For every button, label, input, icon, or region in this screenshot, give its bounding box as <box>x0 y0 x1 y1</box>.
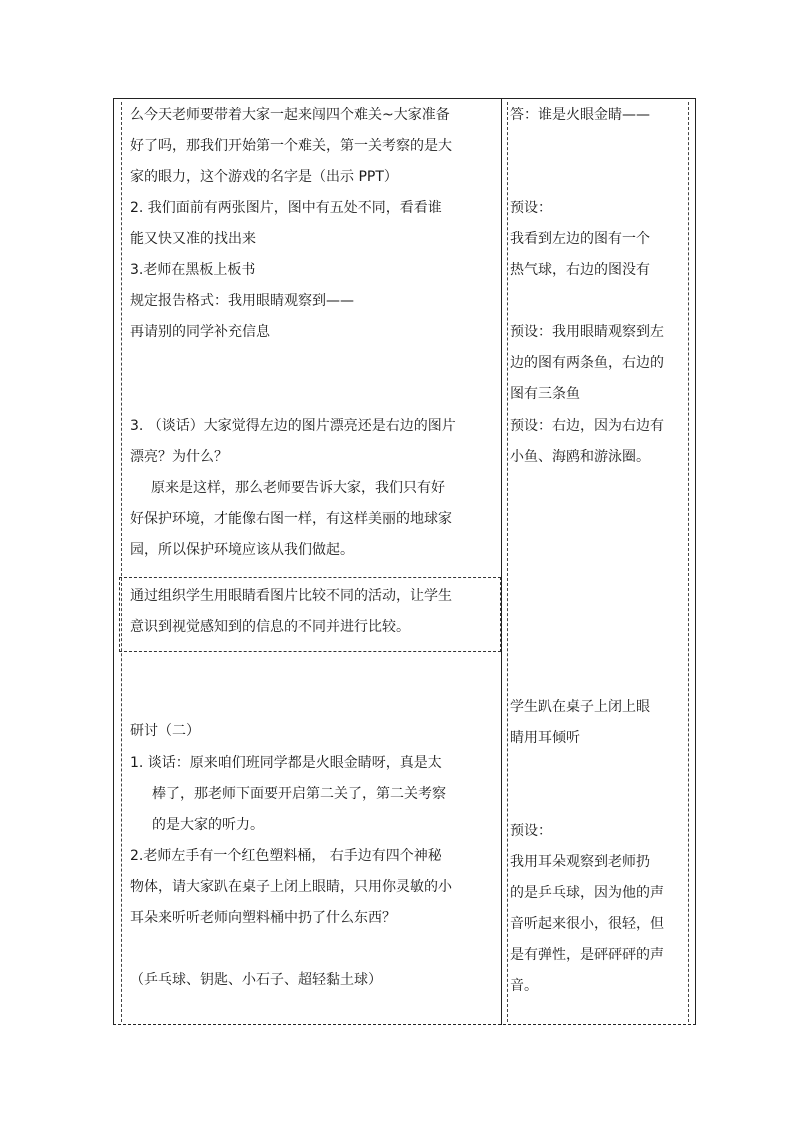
step3b-line-1: 3. （谈话）大家觉得左边的图片漂亮还是右边的图片 <box>130 418 456 434</box>
talk-line-1: 1. 谈话：原来咱们班同学都是火眼金睛呀，真是太 <box>130 755 442 771</box>
column-divider <box>501 98 502 1025</box>
answer-line: 答：谁是火眼金睛—— <box>510 107 650 123</box>
section-title: 研讨（二） <box>130 723 200 739</box>
preset4-line-1: 我用耳朵观察到老师扔 <box>510 854 650 870</box>
preset4-title: 预设： <box>510 823 552 839</box>
table-right-border <box>695 98 696 1025</box>
preset1-line-1: 我看到左边的图有一个 <box>510 231 650 247</box>
preset4-line-5: 音。 <box>510 978 538 994</box>
supplement-line: 再请别的同学补充信息 <box>130 324 270 340</box>
step3-line: 3.老师在黑板上板书 <box>130 262 256 278</box>
step2-line-2: 能又快又准的找出来 <box>130 231 256 247</box>
step2b-line-2: 物体，请大家趴在桌子上闭上眼睛，只用你灵敏的小 <box>130 879 452 895</box>
preset2-line-3: 图有三条鱼 <box>510 386 580 402</box>
table-top-border <box>113 98 696 99</box>
preset3-line-1: 预设：右边，因为右边有 <box>510 418 664 434</box>
preset2-line-2: 边的图有两条鱼，右边的 <box>510 355 664 371</box>
conclusion-line-3: 园，所以保护环境应该从我们做起。 <box>130 542 354 558</box>
preset3-line-2: 小鱼、海鸥和游泳圈。 <box>510 449 650 465</box>
inner-dash-left <box>121 102 122 1022</box>
inner-dash-right <box>688 102 689 1022</box>
inner-dash-mid <box>507 102 508 1022</box>
note-line-2: 意识到视觉感知到的信息的不同并进行比较。 <box>130 619 410 635</box>
items-line: （乒乓球、钥匙、小石子、超轻黏土球） <box>130 972 382 988</box>
talk-line-2: 棒了，那老师下面要开启第二关了，第二关考察 <box>152 786 446 802</box>
intro-line-1: 么今天老师要带着大家一起来闯四个难关~大家准备 <box>130 107 450 123</box>
talk-line-3: 的是大家的听力。 <box>152 817 264 833</box>
preset1-line-2: 热气球，右边的图没有 <box>510 262 650 278</box>
table-bottom-border <box>113 1024 696 1025</box>
student-action-line-1: 学生趴在桌子上闭上眼 <box>510 699 650 715</box>
conclusion-line-1: 原来是这样，那么老师要告诉大家，我们只有好 <box>151 480 445 496</box>
preset4-line-4: 是有弹性，是砰砰砰的声 <box>510 947 664 963</box>
table-left-border <box>113 98 114 1025</box>
step2b-line-1: 2.老师左手有一个红色塑料桶， 右手边有四个神秘 <box>130 848 442 864</box>
student-action-line-2: 睛用耳倾听 <box>510 730 580 746</box>
step2-line-1: 2. 我们面前有两张图片，图中有五处不同，看看谁 <box>130 200 442 216</box>
step3b-line-2: 漂亮？为什么？ <box>130 449 228 465</box>
preset4-line-3: 音听起来很小，很轻，但 <box>510 916 664 932</box>
intro-line-3: 家的眼力，这个游戏的名字是（出示 PPT） <box>130 169 398 185</box>
conclusion-line-2: 好保护环境，才能像右图一样，有这样美丽的地球家 <box>130 511 452 527</box>
preset4-line-2: 的是乒乓球，因为他的声 <box>510 885 664 901</box>
intro-line-2: 好了吗，那我们开始第一个难关，第一关考察的是大 <box>130 138 452 154</box>
step2b-line-3: 耳朵来听听老师向塑料桶中扔了什么东西？ <box>130 910 396 926</box>
preset2-line-1: 预设：我用眼睛观察到左 <box>510 324 664 340</box>
note-line-1: 通过组织学生用眼睛看图片比较不同的活动，让学生 <box>130 588 452 604</box>
preset1-title: 预设： <box>510 200 552 216</box>
report-format-line: 规定报告格式：我用眼睛观察到—— <box>130 293 354 309</box>
